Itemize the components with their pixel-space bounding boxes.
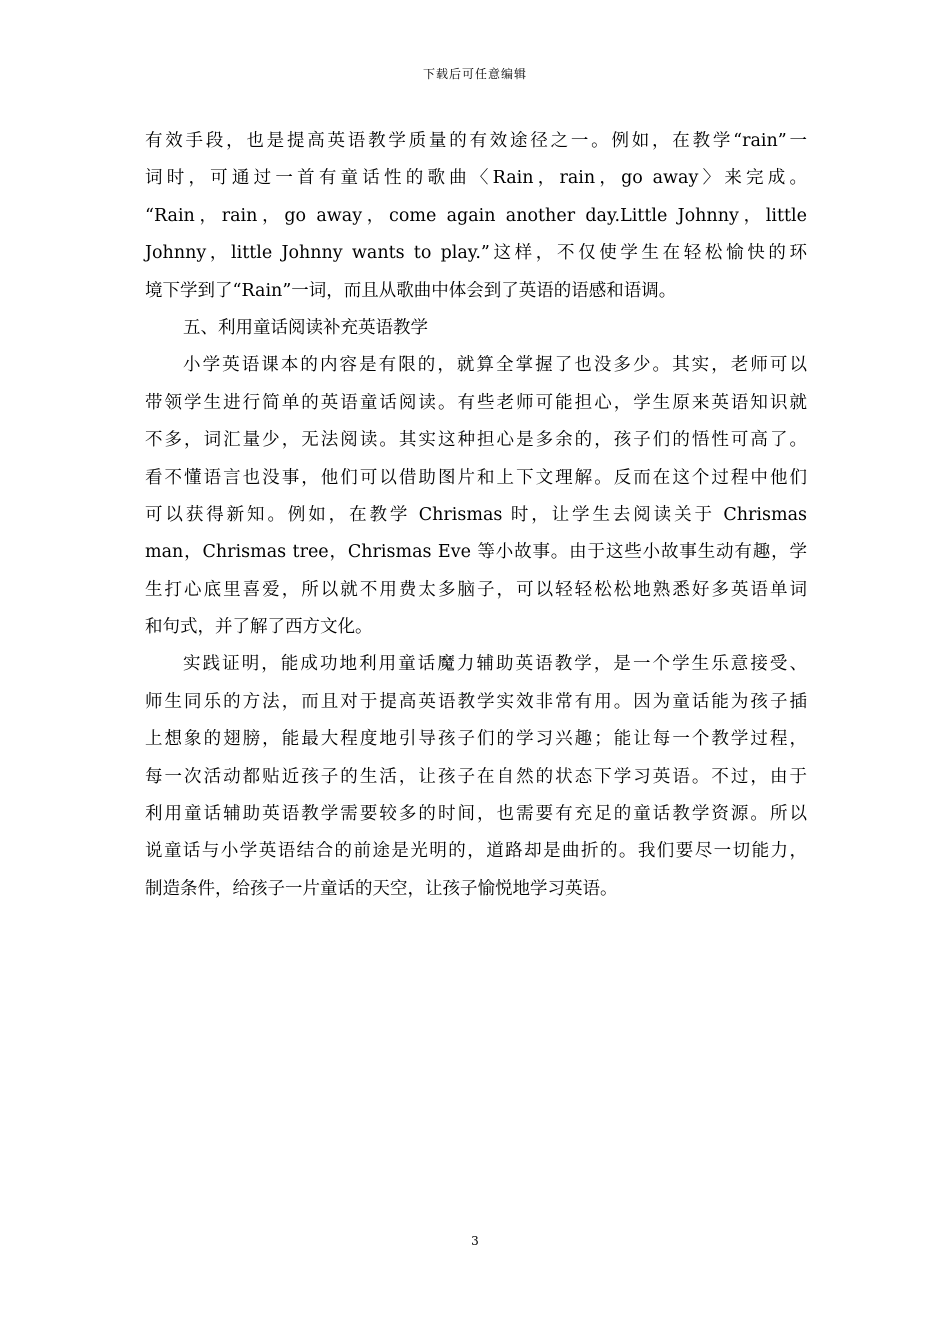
page-number: 3 (471, 1234, 479, 1248)
body-line: 制造条件，给孩子一片童话的天空，让孩子愉悦地学习英语。 (145, 878, 618, 899)
body-line: 有效手段，也是提高英语教学质量的有效途径之一。例如，在教学“rain”一 (145, 131, 807, 151)
body-line: Johnny，little Johnny wants to play.”这样，不仅使学生在轻松愉快的环 (145, 243, 807, 264)
body-line: 词时，可通过一首有童话性的歌曲〈Rain，rain，go away〉来完成。 (145, 168, 807, 189)
body-line: 看不懂语言也没事，他们可以借助图片和上下文理解。反而在这个过程中他们 (145, 467, 807, 488)
body-line: 说童话与小学英语结合的前途是光明的，道路却是曲折的。我们要尽一切能力， (145, 841, 807, 862)
body-line: 生打心底里喜爱，所以就不用费太多脑子，可以轻轻松松地熟悉好多英语单词 (145, 579, 807, 600)
body-line: 实践证明，能成功地利用童话魔力辅助英语教学，是一个学生乐意接受、 (183, 654, 807, 675)
body-line: 师生同乐的方法，而且对于提高英语教学实效非常有用。因为童话能为孩子插 (145, 691, 807, 712)
body-line: 每一次活动都贴近孩子的生活，让孩子在自然的状态下学习英语。不过，由于 (145, 766, 807, 787)
body-line: 带领学生进行简单的英语童话阅读。有些老师可能担心，学生原来英语知识就 (145, 392, 807, 413)
body-line: 不多，词汇量少，无法阅读。其实这种担心是多余的，孩子们的悟性可高了。 (145, 430, 807, 451)
body-line: 上想象的翅膀，能最大程度地引导孩子们的学习兴趣；能让每一个教学过程， (145, 729, 807, 750)
body-line: 可以获得新知。例如，在教学 Chrismas 时，让学生去阅读关于 Chrismas (145, 504, 807, 525)
body-line: man，Chrismas tree，Chrismas Eve 等小故事。由于这些小故事生动有趣，学 (145, 542, 807, 563)
body-line: “Rain，rain，go away，come again another day.Little Johnny，little (145, 205, 807, 226)
section-heading: 五、利用童话阅读补充英语教学 (183, 317, 428, 338)
body-line: 境下学到了“Rain”一词，而且从歌曲中体会到了英语的语感和语调。 (145, 280, 677, 301)
body-line: 利用童话辅助英语教学需要较多的时间，也需要有充足的童话教学资源。所以 (145, 804, 807, 825)
body-line: 小学英语课本的内容是有限的，就算全掌握了也没多少。其实，老师可以 (183, 355, 807, 376)
document-body (145, 123, 807, 908)
body-line: 和句式，并了解了西方文化。 (145, 617, 373, 638)
page-header: 下载后可任意编辑 (422, 67, 527, 81)
